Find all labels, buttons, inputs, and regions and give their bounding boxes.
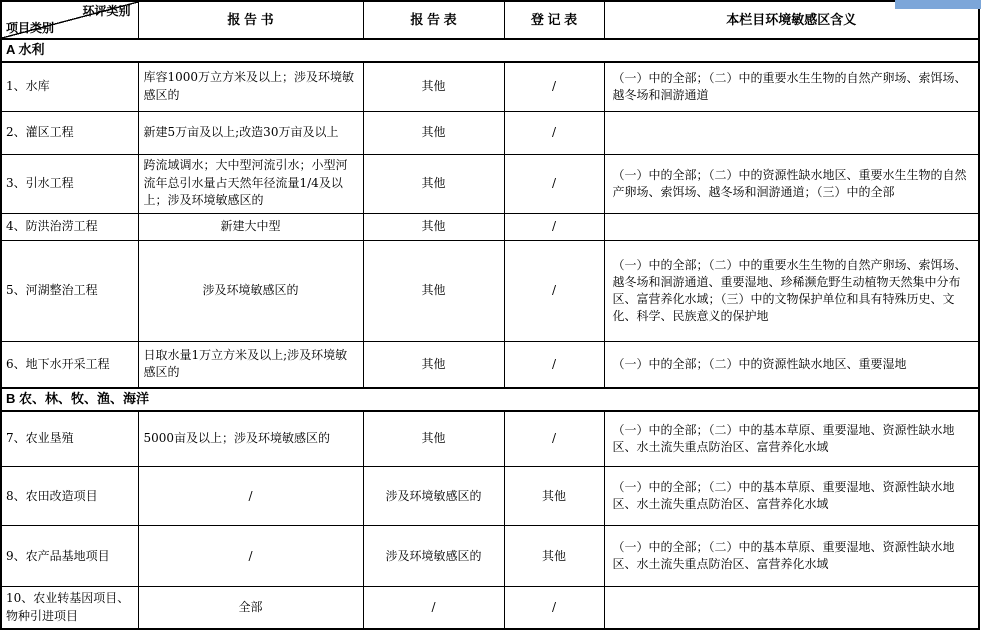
cell-meaning: （一）中的全部；（二）中的重要水生生物的自然产卵场、索饵场、越冬场和洄游通道 <box>604 62 979 111</box>
cell-meaning <box>604 111 979 154</box>
cell-category: 3、引水工程 <box>1 154 138 213</box>
table-header-row <box>1 1 979 39</box>
cell-report-form: 涉及环境敏感区的 <box>363 467 504 526</box>
cell-report-form: 其他 <box>363 111 504 154</box>
section-row-a <box>1 39 979 62</box>
section-label: A 水利 <box>1 39 979 62</box>
cell-category: 7、农业垦殖 <box>1 411 138 467</box>
cell-report-book: / <box>138 467 363 526</box>
cell-registration-form: / <box>504 62 604 111</box>
header-category-axis: 项目类别 <box>6 20 55 35</box>
cell-meaning: （一）中的全部；（二）中的基本草原、重要湿地、资源性缺水地区、水土流失重点防治区、富营养化水域 <box>604 411 979 467</box>
header-registration-form: 登 记 表 <box>504 1 604 39</box>
cell-report-form: 其他 <box>363 341 504 388</box>
cell-report-book: 日取水量1万立方米及以上;涉及环境敏感区的 <box>138 341 363 388</box>
cell-registration-form: / <box>504 154 604 213</box>
table-row <box>1 111 979 154</box>
table-row <box>1 154 979 213</box>
window-accent-bar <box>895 0 981 9</box>
cell-category: 9、农产品基地项目 <box>1 526 138 587</box>
cell-registration-form: 其他 <box>504 467 604 526</box>
header-report-book: 报 告 书 <box>138 1 363 39</box>
cell-report-book: 全部 <box>138 587 363 629</box>
cell-registration-form: / <box>504 240 604 341</box>
header-sensitive-meaning: 本栏目环境敏感区含义 <box>604 1 979 39</box>
cell-category: 4、防洪治涝工程 <box>1 213 138 240</box>
cell-report-form: 其他 <box>363 154 504 213</box>
table-row <box>1 467 979 526</box>
cell-report-book: 新建5万亩及以上;改造30万亩及以上 <box>138 111 363 154</box>
cell-meaning: （一）中的全部；（二）中的重要水生生物的自然产卵场、索饵场、越冬场和洄游通道、重要湿地、珍稀濒危野生动植物天然集中分布区、富营养化水域；（三）中的文物保护单位和具有特殊历史、文化、科学、民族意义的保护地 <box>604 240 979 341</box>
table-row <box>1 341 979 388</box>
cell-registration-form: / <box>504 341 604 388</box>
cell-meaning <box>604 213 979 240</box>
section-row-b <box>1 388 979 411</box>
table-row <box>1 411 979 467</box>
cell-meaning: （一）中的全部；（二）中的基本草原、重要湿地、资源性缺水地区、水土流失重点防治区、富营养化水域 <box>604 526 979 587</box>
cell-report-book: 库容1000万立方米及以上；涉及环境敏感区的 <box>138 62 363 111</box>
cell-meaning: （一）中的全部；（二）中的资源性缺水地区、重要水生生物的自然产卵场、索饵场、越冬场和洄游通道；（三）中的全部 <box>604 154 979 213</box>
cell-report-book: 涉及环境敏感区的 <box>138 240 363 341</box>
diagonal-header-cell <box>1 1 138 39</box>
cell-report-book: 5000亩及以上；涉及环境敏感区的 <box>138 411 363 467</box>
cell-report-form: 其他 <box>363 213 504 240</box>
header-report-form: 报 告 表 <box>363 1 504 39</box>
table-row <box>1 213 979 240</box>
cell-report-form: 其他 <box>363 62 504 111</box>
header-assessment-axis: 环评类别 <box>82 4 131 18</box>
cell-registration-form: / <box>504 213 604 240</box>
cell-meaning: （一）中的全部；（二）中的基本草原、重要湿地、资源性缺水地区、水土流失重点防治区、富营养化水域 <box>604 467 979 526</box>
cell-report-book: 新建大中型 <box>138 213 363 240</box>
cell-meaning: （一）中的全部；（二）中的资源性缺水地区、重要湿地 <box>604 341 979 388</box>
cell-category: 2、灌区工程 <box>1 111 138 154</box>
table-row <box>1 62 979 111</box>
cell-category: 1、水库 <box>1 62 138 111</box>
cell-report-form: 涉及环境敏感区的 <box>363 526 504 587</box>
table-row <box>1 526 979 587</box>
cell-report-form: 其他 <box>363 240 504 341</box>
table-row <box>1 587 979 629</box>
cell-registration-form: / <box>504 111 604 154</box>
cell-category: 6、地下水开采工程 <box>1 341 138 388</box>
cell-registration-form: / <box>504 411 604 467</box>
cell-report-form: 其他 <box>363 411 504 467</box>
cell-category: 5、河湖整治工程 <box>1 240 138 341</box>
cell-category: 10、农业转基因项目、物种引进项目 <box>1 587 138 629</box>
table-row <box>1 240 979 341</box>
cell-registration-form: 其他 <box>504 526 604 587</box>
cell-report-book: 跨流域调水；大中型河流引水；小型河流年总引水量占天然年径流量1/4及以上；涉及环境敏感区的 <box>138 154 363 213</box>
cell-report-form: / <box>363 587 504 629</box>
cell-category: 8、农田改造项目 <box>1 467 138 526</box>
cell-meaning <box>604 587 979 629</box>
section-label: B 农、林、牧、渔、海洋 <box>1 388 979 411</box>
cell-registration-form: / <box>504 587 604 629</box>
cell-report-book: / <box>138 526 363 587</box>
